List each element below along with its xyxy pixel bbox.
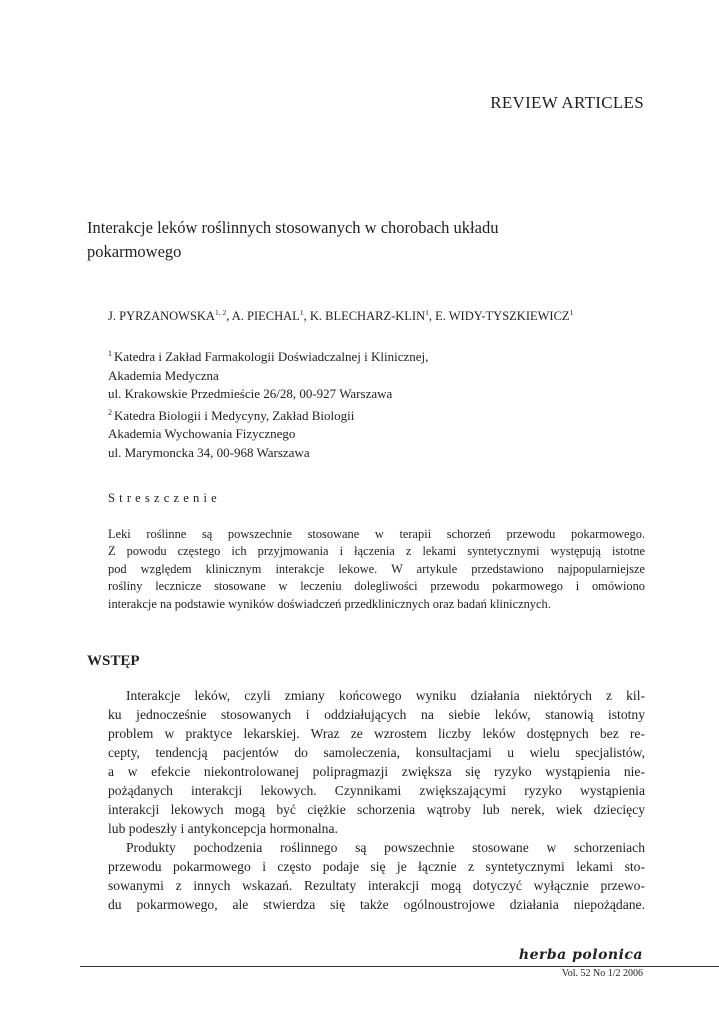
article-title (87, 216, 607, 264)
affiliations (108, 345, 428, 462)
body-line: Produkty pochodzenia roślinnego są powszechnie stosowane w schorzeniach (126, 840, 645, 855)
affiliation-mark: 1 (108, 349, 112, 358)
author-list (108, 308, 573, 324)
body-line: ku jednocześnie stosowanych i oddziałujących na siebie leków, stanowią istotny (108, 707, 645, 722)
body-text (108, 686, 645, 914)
abstract-heading: Streszczenie (108, 491, 221, 505)
author-name: J. PYRZANOWSKA (108, 309, 215, 323)
body-line: lub podeszły i antykoncepcja hormonalna. (108, 821, 338, 836)
body-line: cepty, tendencją pacjentów do samoleczenia, konsultacjami u wielu specjalistów, (108, 745, 645, 760)
affiliation-line (108, 367, 428, 386)
introduction-heading: WSTĘP (87, 653, 140, 669)
affiliation-line (108, 345, 428, 367)
body-line: interakcji lekowych mogą być ciężkie schorzenia wątroby lub nerek, wiek dziecięcy (108, 802, 645, 817)
affiliation-text: Katedra Biologii i Medycyny, Zakład Biologii (114, 407, 355, 423)
author-separator: , (303, 309, 310, 323)
abstract-line: interakcje na podstawie wyników doświadczeń przedklinicznych oraz badań klinicznych. (108, 596, 551, 611)
abstract (108, 526, 645, 613)
section-header: REVIEW ARTICLES (490, 93, 644, 112)
author-name: K. BLECHARZ-KLIN (309, 309, 426, 323)
author-affiliation-mark: 1 (299, 308, 304, 317)
body-line: pożądanych interakcji lekowych. Czynnikami zwiększającymi ryzyko wystąpienia (108, 783, 645, 798)
affiliation-text: Akademia Medyczna (108, 367, 219, 383)
affiliation-line (108, 385, 428, 404)
body-line: przewodu pokarmowego i często podaje się je łącznie z syntetycznymi lekami sto- (108, 859, 645, 874)
body-line: a w efekcie niekontrolowanej polipragmazji zwiększa się ryzyko wystąpienia nie- (108, 764, 645, 779)
author-affiliation-mark: 1 (425, 308, 429, 317)
body-line: du pokarmowego, ale stwierdza się także ogólnoustrojowe działania niepożądane. (108, 897, 645, 912)
author-name: A. PIECHAL (231, 309, 300, 323)
affiliation-line (108, 425, 428, 444)
abstract-line: rośliny lecznicze stosowane w leczeniu dolegliwości przewodu pokarmowego i omówiono (108, 579, 645, 594)
body-line: sowanymi z innych wskazań. Rezultaty interakcji mogą dotyczyć wyłącznie przewo- (108, 878, 645, 893)
author-affiliation-mark: 1 (569, 308, 574, 317)
affiliation-line (108, 404, 428, 426)
abstract-line: Z powodu częstego ich przyjmowania i łączenia z lekami syntetycznymi występują istotne (108, 544, 645, 559)
footer-rule (80, 966, 719, 967)
title-line: pokarmowego (87, 242, 182, 261)
author-name: E. WIDY-TYSZKIEWICZ (435, 309, 570, 323)
title-line: Interakcje leków roślinnych stosowanych w chorobach układu (87, 218, 499, 237)
body-line: Interakcje leków, czyli zmiany końcowego wyniku działania niektórych z kil- (126, 688, 645, 703)
author-separator: , (226, 309, 232, 323)
author-affiliation-mark: 1, 2 (214, 308, 227, 317)
abstract-line: pod względem klinicznym interakcje lekowe. W artykule przedstawiono najpopularniejsze (108, 561, 645, 576)
author-separator: , (428, 309, 436, 323)
journal-logo: herba polonica (518, 947, 643, 963)
affiliation-text: ul. Marymoncka 34, 00-968 Warszawa (108, 444, 310, 460)
body-line: problem w praktyce lekarskiej. Wraz ze wzrostem liczby leków dostępnych bez re- (108, 726, 645, 741)
abstract-line: Leki roślinne są powszechnie stosowane w terapii schorzeń przewodu pokarmowego. (108, 527, 645, 541)
affiliation-text: Katedra i Zakład Farmakologii Doświadczalnej i Klinicznej, (114, 349, 429, 364)
affiliation-text: Akademia Wychowania Fizycznego (108, 426, 296, 441)
affiliation-mark: 2 (108, 407, 112, 417)
volume-info: Vol. 52 No 1/2 2006 (561, 968, 643, 979)
affiliation-text: ul. Krakowskie Przedmieście 26/28, 00-927 Warszawa (108, 386, 393, 401)
affiliation-line (108, 444, 428, 463)
